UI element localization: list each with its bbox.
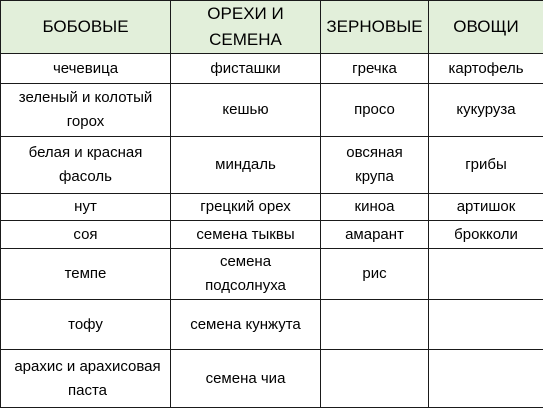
table-cell: белая и красная фасоль bbox=[1, 137, 171, 194]
table-cell bbox=[429, 300, 543, 350]
table-cell: овсяная крупа bbox=[321, 137, 429, 194]
table-cell: гречка bbox=[321, 54, 429, 84]
table-row bbox=[1, 221, 543, 249]
table-cell: зеленый и колотый горох bbox=[1, 84, 171, 137]
table-cell: фисташки bbox=[171, 54, 321, 84]
table-cell: семена кунжута bbox=[171, 300, 321, 350]
table-row bbox=[1, 194, 543, 221]
header-row bbox=[1, 1, 543, 54]
table-cell: амарант bbox=[321, 221, 429, 249]
table-cell: брокколи bbox=[429, 221, 543, 249]
table-cell: просо bbox=[321, 84, 429, 137]
table-cell: чечевица bbox=[1, 54, 171, 84]
header-nuts-seeds: ОРЕХИ И СЕМЕНА bbox=[171, 1, 321, 54]
table-row bbox=[1, 350, 543, 408]
table-row bbox=[1, 137, 543, 194]
table-row bbox=[1, 300, 543, 350]
header-grains: ЗЕРНОВЫЕ bbox=[321, 1, 429, 54]
header-legumes: БОБОВЫЕ bbox=[1, 1, 171, 54]
table-cell bbox=[321, 350, 429, 408]
table-cell: грецкий орех bbox=[171, 194, 321, 221]
table-cell: темпе bbox=[1, 249, 171, 300]
table-row bbox=[1, 84, 543, 137]
table-cell: картофель bbox=[429, 54, 543, 84]
table-cell: кешью bbox=[171, 84, 321, 137]
table-cell: нут bbox=[1, 194, 171, 221]
table-cell: семена тыквы bbox=[171, 221, 321, 249]
table-cell: соя bbox=[1, 221, 171, 249]
table-cell bbox=[429, 350, 543, 408]
table-cell: рис bbox=[321, 249, 429, 300]
table-cell: семена подсолнуха bbox=[171, 249, 321, 300]
table-cell: миндаль bbox=[171, 137, 321, 194]
table-cell: грибы bbox=[429, 137, 543, 194]
table-cell: артишок bbox=[429, 194, 543, 221]
table-row bbox=[1, 54, 543, 84]
table-cell: арахис и арахисовая паста bbox=[1, 350, 171, 408]
table-cell: семена чиа bbox=[171, 350, 321, 408]
table-cell: тофу bbox=[1, 300, 171, 350]
table-cell bbox=[321, 300, 429, 350]
header-vegetables: ОВОЩИ bbox=[429, 1, 543, 54]
table-cell: киноа bbox=[321, 194, 429, 221]
table-cell bbox=[429, 249, 543, 300]
table-cell: кукуруза bbox=[429, 84, 543, 137]
table-row bbox=[1, 249, 543, 300]
